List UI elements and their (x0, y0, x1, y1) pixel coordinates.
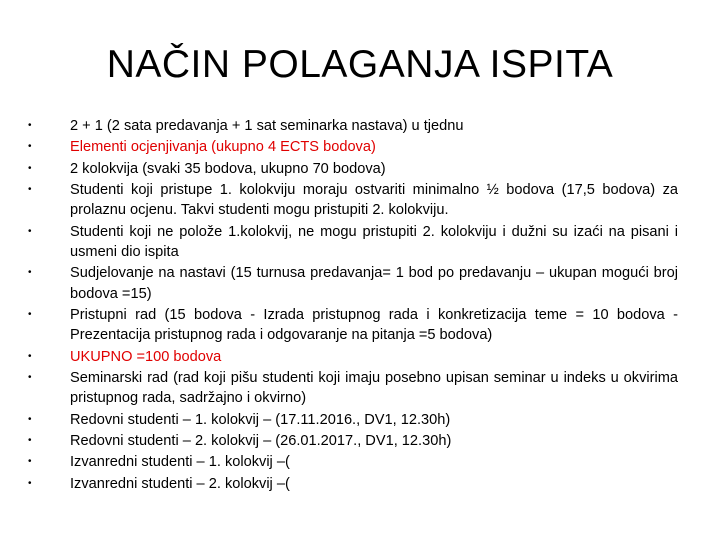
bullet-text: Sudjelovanje na nastavi (15 turnusa predavanja= 1 bod po predavanju – ukupan mogući broj bodova =15) (70, 265, 678, 302)
bullet-text: Izvanredni studenti – 1. kolokvij –( (70, 454, 290, 471)
bullet-text: Izvanredni studenti – 2. kolokvij –( (70, 475, 290, 492)
bullet-dot-icon: • (28, 372, 32, 383)
bullet-item (28, 347, 678, 367)
bullet-text: Studenti koji ne polože 1.kolokvij, ne mogu pristupiti 2. kolokviju i dužni su izaći na pisani i usmeni dio ispita (70, 223, 678, 260)
bullet-item (28, 410, 678, 430)
bullet-item (28, 452, 678, 472)
bullet-text: Redovni studenti – 1. kolokvij – (17.11.2016., DV1, 12.30h) (70, 411, 451, 428)
bullet-item (28, 431, 678, 451)
bullet-item (28, 180, 678, 221)
slide-title: NAČIN POLAGANJA ISPITA (106, 43, 614, 86)
bullet-dot-icon: • (28, 456, 32, 468)
bullet-text: Redovni studenti – 2. kolokvij – (26.01.2017., DV1, 12.30h) (70, 433, 452, 449)
bullet-text: Pristupni rad (15 bodova - Izrada pristupnog rada i konkretizacija teme = 10 bodova - Prezentacija pristupnog rada i odgovaranje na pitanja =5 bodova) (70, 307, 678, 344)
bullet-text: UKUPNO =100 bodova (70, 348, 222, 365)
bullet-dot-icon: • (28, 267, 32, 279)
bullet-item (28, 368, 678, 409)
bullet-item (28, 137, 678, 157)
bullet-item (28, 263, 678, 304)
bullet-dot-icon: • (28, 162, 32, 174)
bullet-text: Elementi ocjenjivanja (ukupno 4 ECTS bodova) (70, 139, 376, 156)
bullet-dot-icon: • (28, 350, 32, 362)
bullet-item (28, 305, 678, 346)
bullet-dot-icon: • (28, 309, 32, 320)
bullet-dot-icon: • (28, 120, 32, 131)
bullet-dot-icon: • (28, 435, 32, 446)
bullet-item (28, 116, 678, 136)
bullet-text: 2 + 1 (2 sata predavanja + 1 sat seminarka nastava) u tjednu (70, 118, 464, 134)
bullet-dot-icon: • (28, 183, 32, 195)
bullet-item (28, 474, 678, 494)
bullet-dot-icon: • (28, 477, 32, 489)
bullet-text: Seminarski rad (rad koji pišu studenti koji imaju posebno upisan seminar u indeks u okvirima pristupnog rada, sadržajno i okvirno) (70, 370, 678, 407)
bullet-item (28, 159, 678, 179)
bullet-list (28, 116, 678, 495)
bullet-dot-icon: • (28, 141, 32, 153)
bullet-dot-icon: • (28, 413, 32, 425)
bullet-dot-icon: • (28, 225, 32, 237)
bullet-text: Studenti koji pristupe 1. kolokviju moraju ostvariti minimalno ½ bodova (17,5 bodova) za prolaznu ocjenu. Takvi studenti mogu pristupiti 2. kolokviju. (70, 181, 678, 219)
bullet-text: 2 kolokvija (svaki 35 bodova, ukupno 70 bodova) (70, 160, 386, 177)
bullet-item (28, 222, 678, 263)
